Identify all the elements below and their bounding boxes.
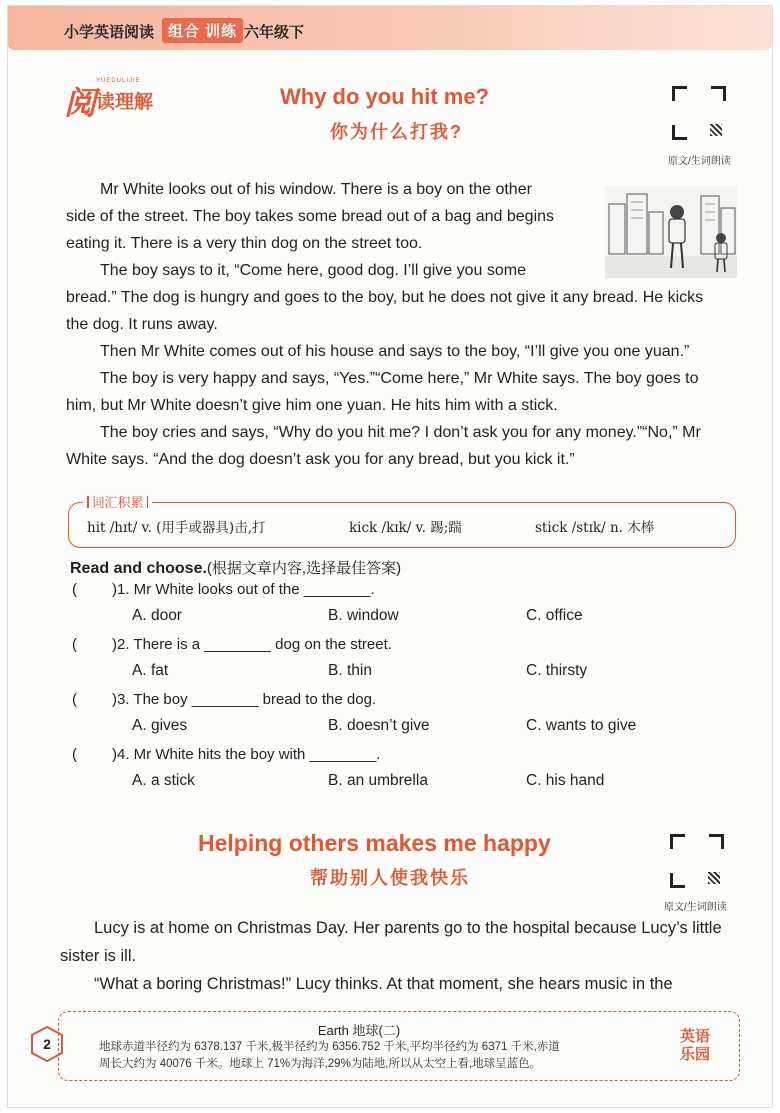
- story2-title: Helping others makes me happy: [198, 830, 551, 856]
- question-3: ( )3. The boy ________ bread to the dog.: [72, 691, 377, 708]
- page-number-text: 2: [43, 1036, 51, 1052]
- vocab-box: [68, 495, 736, 548]
- earth-title: Earth 地球(二): [317, 1023, 401, 1038]
- earth-line: 周长大约为 40076 千米。地球上 71%为海洋,29%为陆地,所以从太空上看,地球呈蓝色。: [99, 1058, 542, 1070]
- story2-line: Lucy is at home on Christmas Day. Her parents go to the hospital because Lucy’s little: [94, 919, 722, 937]
- exercise-heading: [70, 557, 401, 578]
- question-4: ( )4. Mr White hits the boy with ________.: [72, 746, 381, 763]
- story1-line: Then Mr White comes out of his house and says to the boy, “I’ll give you one yuan.”: [100, 343, 690, 360]
- exercise-heading-cn: (根据文章内容,选择最佳答案): [206, 560, 402, 577]
- story2-text: [60, 914, 722, 998]
- story1-line: him, but Mr White doesn’t give him one yuan. He hits him with a stick.: [66, 397, 558, 414]
- grade-label: 六年级下: [244, 24, 305, 41]
- story1-line: The boy cries and says, “Why do you hit me? I don’t ask you for any money.”“No,” Mr: [100, 424, 701, 441]
- story1-line: bread.” The dog is hungry and goes to the boy, but he does not give it any bread. He kicks: [66, 289, 704, 306]
- logo-big-char: 阅: [64, 84, 97, 122]
- question-2: ( )2. There is a ________ dog on the street.: [72, 636, 392, 653]
- story1-text: [66, 176, 703, 473]
- story1-line: The boy says to it, “Come here, good dog. I’ll give you some: [100, 262, 526, 279]
- logo-text: 读理解: [96, 92, 154, 113]
- earth-text: [99, 1039, 679, 1073]
- vocab-item-kick: kick /kɪk/ v. 踢;踹: [349, 520, 462, 536]
- option-c[interactable]: C. wants to give: [526, 717, 637, 734]
- question-stem: )1. Mr White looks out of the ________.: [112, 581, 375, 598]
- header-bar: [8, 6, 772, 50]
- story2-title-cn: 帮助别人使我快乐: [310, 868, 470, 888]
- tag-badge: 组合 训练: [162, 18, 243, 43]
- brand-line: 英语: [680, 1028, 711, 1045]
- question-stem: )3. The boy ________ bread to the dog.: [112, 691, 377, 708]
- vocab-label: 词汇积累: [83, 492, 152, 511]
- vocab-item-hit: hit /hɪt/ v. (用手或器具)击,打: [87, 520, 266, 536]
- option-c[interactable]: C. his hand: [526, 772, 605, 789]
- story1-line: eating it. There is a very thin dog on the street too.: [66, 235, 423, 252]
- logo-pinyin: YUEDULIJIE: [96, 78, 141, 84]
- story1-line: Mr White looks out of his window. There is a boy on the other: [100, 181, 532, 198]
- earth-fact-box: [58, 1011, 740, 1081]
- option-a[interactable]: A. fat: [132, 662, 169, 679]
- earth-line: 地球赤道半径约为 6378.137 千米,极半径约为 6356.752 千米,平均半径约为 6371 千米,赤道: [99, 1041, 560, 1053]
- option-a[interactable]: A. gives: [132, 717, 188, 734]
- story2-line: “What a boring Christmas!” Lucy thinks. At that moment, she hears music in the: [94, 975, 673, 993]
- story1-line: The boy is very happy and says, “Yes.”“Come here,” Mr White says. The boy goes to: [100, 370, 699, 387]
- option-c[interactable]: C. office: [526, 607, 583, 624]
- option-a[interactable]: A. door: [132, 607, 182, 624]
- brand-logo: [680, 1028, 710, 1064]
- vocab-item-stick: stick /stɪk/ n. 木棒: [535, 520, 655, 536]
- option-b[interactable]: B. an umbrella: [328, 772, 428, 789]
- option-b[interactable]: B. doesn’t give: [328, 717, 430, 734]
- option-a[interactable]: A. a stick: [132, 772, 195, 789]
- qr-caption: 原文/生词朗读: [668, 156, 731, 167]
- story1-line: the dog. It runs away.: [66, 316, 218, 333]
- qr-code-icon[interactable]: [668, 832, 726, 890]
- option-b[interactable]: B. thin: [328, 662, 372, 679]
- story1-line: side of the street. The boy takes some bread out of a bag and begins: [66, 208, 555, 225]
- story1-title: Why do you hit me?: [280, 84, 489, 109]
- story1-line: White says. “And the dog doesn’t ask you for any bread, but you kick it.”: [66, 451, 575, 468]
- question-stem: )4. Mr White hits the boy with ________.: [112, 746, 381, 763]
- qr-caption: 原文/生词朗读: [664, 902, 727, 913]
- option-b[interactable]: B. window: [328, 607, 399, 624]
- story2-line: sister is ill.: [60, 947, 137, 965]
- story1-title-cn: 你为什么打我?: [330, 122, 463, 142]
- question-stem: )2. There is a ________ dog on the street.: [112, 636, 392, 653]
- series-title: 小学英语阅读: [64, 24, 155, 41]
- page: [8, 6, 772, 1107]
- qr-code-icon[interactable]: [670, 84, 728, 142]
- exercise-heading-en: Read and choose.: [70, 560, 207, 577]
- question-1: ( )1. Mr White looks out of the ________.: [72, 581, 375, 598]
- option-c[interactable]: C. thirsty: [526, 662, 588, 679]
- brand-line: 乐园: [680, 1046, 711, 1063]
- section-logo: [64, 78, 153, 124]
